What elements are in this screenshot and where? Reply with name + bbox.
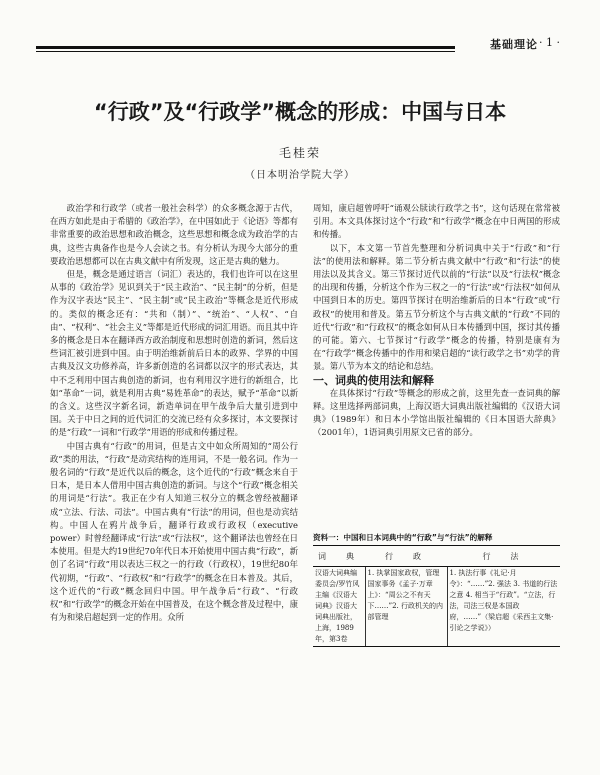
body-paragraph: 中国古典有“行政”的用词，但是古文中如众所周知的“周公行政”类的用法，“行政”是动宾结构的连用词，不是一般名词。作为一般名词的“行政”是近代以后的概念，这个近代的“行政”概念来自于日本，是日本人借用中国古典创造的新词。与这个“行政”概念相关的用词是“行法”。我正在少有人知道三权分立的概念曾经被翻译成“立法、行法、司法”。中国古典有“行法”的用词，但也是动宾结构。中国人在鸦片战争后，翻译行政或行政权（executive power）时曾经翻译成“行法”或“行法权”，这个翻译法也曾经在日本使用。但是大约19世纪70年代日本开始使用中国古典“行政”，新创了名词“行政”用以表达三权之一的行政（行政权），19世纪80年代初期，“行政”、“行政权”和“行政学”的概念在日本普及。其后，这个近代的“行政”概念回归中国。甲午战争后“行政”、“行政权”和“行政学”的概念开始在中国普及，在这个概念普及过程中，康有为和梁启超起到一定的作用。众所: [50, 440, 298, 623]
running-header: [36, 36, 560, 52]
body-paragraph: 但是，概念是通过语言（词汇）表达的，我们也许可以在这里从事的《政治学》见识到关于“民主政治”、“民主制”的分析，但是作为汉字表达“民主”、“民主制”或“民主政治”等概念是近代形成的。类似的概念还有：“共和（制）”、“统治”、“人权”、“自由”、“权利”、“社会主义”等都是近代形成的词汇用语。而且其中许多的概念是日本在翻译西方政治制度和思想时创造的新词，然后这些词汇被引进到中国。由于明治维新前后日本的政界、学界的中国古典及汉文功修养高，许多新创造的名词都以汉字的形式表达，其中不乏利用中国古典创造的新词，也有利用汉字进行的新组合，比如“革命”一词，就是利用古典“易姓革命”的表达，赋予“革命”以新的含义。这些汉字新名词，新造单词在甲午战争后大量引进到中国。关于中日之间的近代词汇的交流已经有众多探讨，本文要探讨的是“行政”一词和“行政学”用语的形成和传播过程。: [50, 269, 298, 438]
dictionary-table: [313, 545, 560, 647]
table-header-cell: 行 法: [447, 546, 560, 567]
author-name: 毛桂荣: [278, 146, 321, 160]
table-header-row: [313, 546, 560, 567]
table-cell-xingzheng: 1. 执掌国家政权，管理国家事务《孟子·万章上》：“周公之不有天下……”2. 行政机关的内部管理: [365, 567, 447, 647]
body-paragraph: 政治学和行政学（或者一般社会科学）的众多概念源于古代，在西方如此是由于希腊的《政治学》，在中国如此于《论语》等都有非常重要的政治思想和政治概念，这些思想和概念成为政治学的古典，这些古典备作也是今人会读之书。有分析认为现今大部分的重要政治思想都可以在古典文献中有所发现，这正是古典的魅力。: [50, 203, 298, 266]
right-column: [313, 202, 560, 440]
table-header-cell: 词 典: [313, 546, 365, 567]
table-header-cell: 行 政: [365, 546, 447, 567]
header-rule: [36, 46, 455, 49]
body-paragraph: 在具体探讨“行政”等概念的形成之前，这里先查一查词典的解释。这里选择两部词典，上海汉语大词典出版社编辑的《汉语大词典》（1989年）和日本小学馆出版社编辑的《日本国语大辞典》（2001年），1语词典引用原文已省的部分。: [313, 387, 560, 438]
header-rule-thin: [36, 51, 455, 52]
table-cell-dictionary: 汉语大词典编委员会/罗竹风主编《汉语大词典》汉语大词典出版社，上海，1989年，第3卷: [313, 567, 365, 647]
section-heading: 一、词典的使用法和解释: [313, 373, 434, 387]
page-number: · 1 ·: [539, 36, 560, 49]
table-row: [313, 567, 560, 647]
body-paragraph: 以下，本文第一节首先整理和分析词典中关于“行政”和“行法”的使用法和解释。第二节分析古典文献中“行政”和“行法”的使用法以及其含义。第三节探讨近代以前的“行法”以及“行法权”概念的出现和传播，分析这个作为三权之一的“行法”或“行法权”如何从中国到日本的历史。第四节探讨在明治维新后的日本“行政”或“行政权”的使用和普及。第五节分析这个与古典文献的“行政”不同的近代“行政”和“行政权”的概念如何从日本传播到中国，探讨其传播的可能。第六、七节探讨“行政学”概念的传播，特别是康有为在“行政学”概念传播中的作用和梁启超的“读行政学之书”劝学的背景。第八节为本文的结论和总结。: [313, 242, 560, 372]
article-title: “行政”及“行政学”概念的形成：中国与日本: [93, 100, 507, 124]
table-cell-xingfa: 1. 执法行事《礼记·月令》：“……”2. 强法 3. 书道的行法之意 4. 相当于“行政”。“立法，行法，司法三权是本国政府，……”（梁启超《采西主文集·引论之学说》）: [447, 567, 560, 647]
left-column: [50, 202, 298, 762]
author-affiliation: （日本明治学院大学）: [245, 170, 355, 181]
journal-section-label: 基础理论: [490, 38, 538, 51]
body-paragraph: 周知，康启超曾呼吁“诵观公牍读行政学之书”，这句话现在常常被引用。本文具体探讨这个“行政”和“行政学”概念在中日两国的形成和传播。: [313, 203, 560, 240]
table-caption: 资料一：中国和日本词典中的“行政”与“行法”的解释: [313, 533, 493, 542]
